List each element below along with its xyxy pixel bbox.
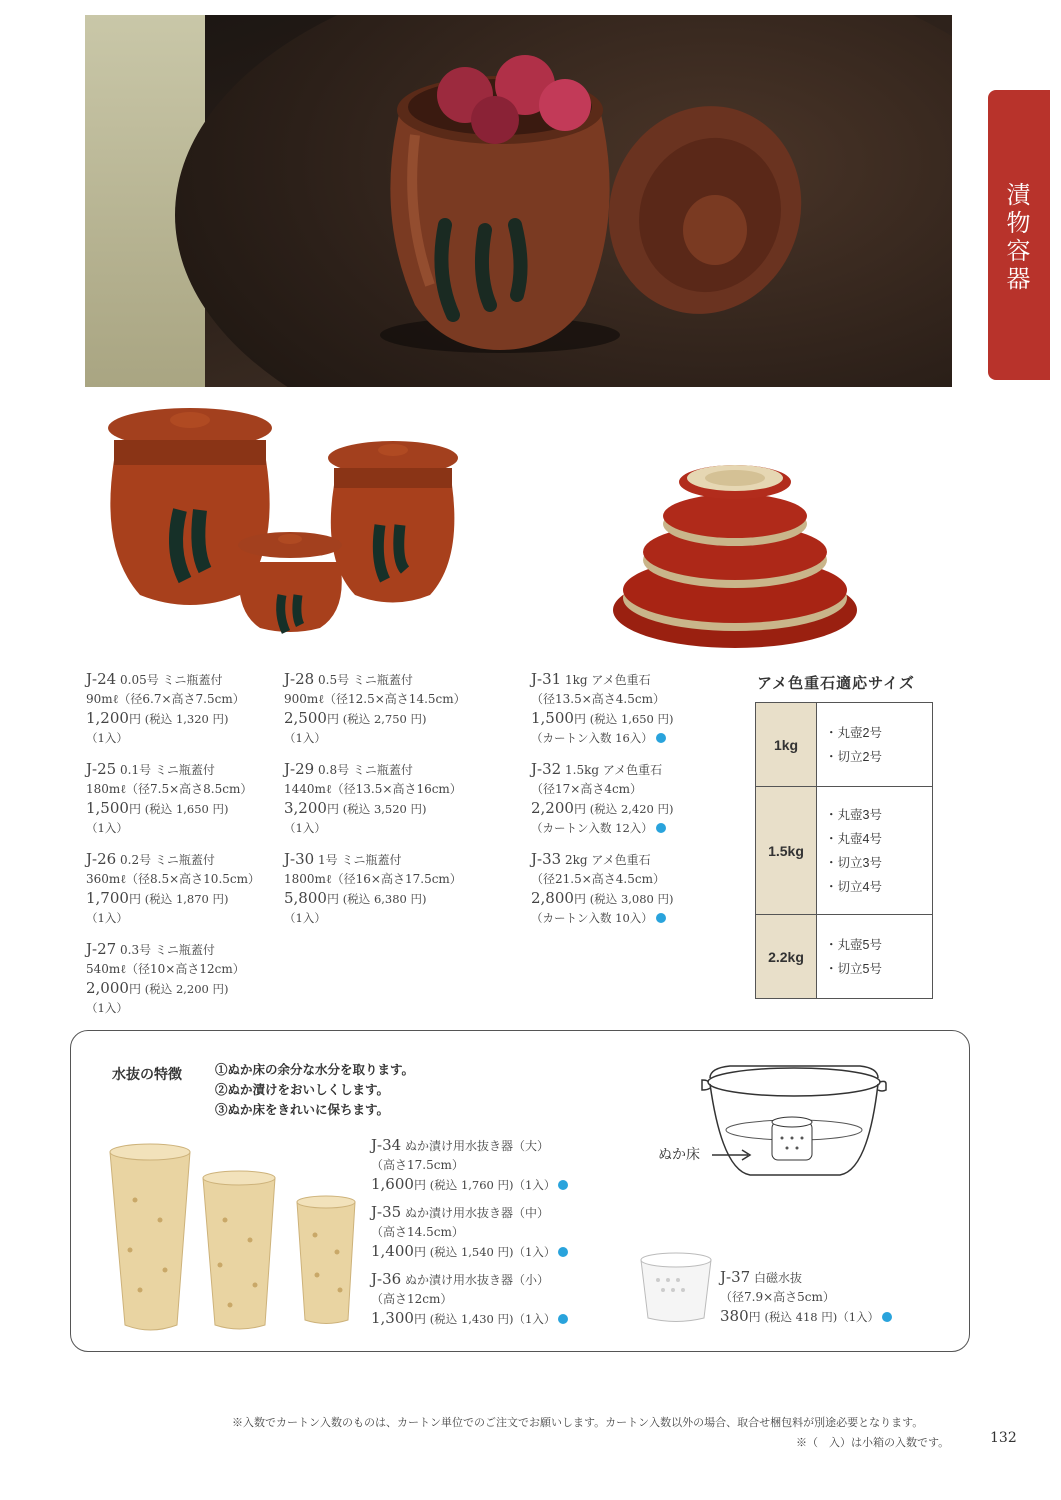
category-tab (988, 90, 1050, 380)
size-table (755, 702, 933, 999)
product-j31: J-31 1kg アメ色重石 （径13.5×高さ4.5cm） 1,500円 (税込 1,650 円) （カートン入数 16入） (531, 670, 674, 745)
product-j32: J-32 1.5kg アメ色重石 （径17×高さ4cm） 2,200円 (税込 2,420 円) （カートン入数 12入） (531, 760, 674, 835)
carton-dot-icon (558, 1247, 568, 1257)
footnote-carton: ※入数でカートン入数のものは、カートン単位でのご注文でお願いします。カートン入数以外の場合、取合せ梱包料が別途必要となります。 (232, 1417, 924, 1429)
carton-dot-icon (882, 1312, 892, 1322)
hero-photo (85, 15, 952, 387)
product-list-col2 (284, 670, 514, 928)
page-number: 132 (990, 1430, 1017, 1446)
product-j29: J-29 0.8号 ミニ瓶蓋付 1440mℓ（径13.5×高さ16cm） 3,200円 (税込 3,520 円) （1入） (284, 760, 462, 835)
white-drainer-photo (636, 1250, 716, 1325)
drainers-photo (105, 1140, 360, 1335)
product-list-col1 (86, 670, 276, 1018)
size-table-title: アメ色重石適応サイズ (757, 675, 915, 692)
table-row: 1kg ・丸壺2号 ・切立2号 (756, 703, 933, 787)
carton-dot-icon (558, 1180, 568, 1190)
carton-dot-icon (558, 1314, 568, 1324)
carton-dot-icon (656, 823, 666, 833)
nukadoko-diagram (650, 1060, 890, 1190)
product-j35: J-35 ぬか漬け用水抜き器（中） （高さ14.5cm） 1,400円 (税込 1,540 円)（1入） (371, 1203, 621, 1262)
table-row: 2.2kg ・丸壺5号 ・切立5号 (756, 915, 933, 999)
product-list-col3 (531, 670, 741, 928)
product-j30: J-30 1号 ミニ瓶蓋付 1800mℓ（径16×高さ17.5cm） 5,800円 (税込 6,380 円) （1入） (284, 850, 462, 925)
mini-jars-photo (100, 400, 470, 640)
carton-dot-icon (656, 913, 666, 923)
product-j25: J-25 0.1号 ミニ瓶蓋付 180mℓ（径7.5×高さ8.5cm） 1,500円 (税込 1,650 円) （1入） (86, 760, 253, 835)
product-j28: J-28 0.5号 ミニ瓶蓋付 900mℓ（径12.5×高さ14.5cm） 2,500円 (税込 2,750 円) （1入） (284, 670, 466, 745)
product-j37: J-37 白磁水抜 （径7.9×高さ5cm） 380円 (税込 418 円)（1入） (720, 1268, 960, 1327)
footnote-box-count: ※（ 入）は小箱の入数です。 (796, 1437, 950, 1449)
product-j27: J-27 0.3号 ミニ瓶蓋付 540mℓ（径10×高さ12cm） 2,000円 (税込 2,200 円) （1入） (86, 940, 245, 1015)
product-j36: J-36 ぬか漬け用水抜き器（小） （高さ12cm） 1,300円 (税込 1,430 円)（1入） (371, 1270, 621, 1329)
weight-stones-photo (608, 450, 863, 655)
category-tab-label: 漬物容器 (1002, 182, 1030, 294)
product-j33: J-33 2kg アメ色重石 （径21.5×高さ4.5cm） 2,800円 (税込 3,080 円) （カートン入数 10入） (531, 850, 674, 925)
features-title: 水抜の特徴 (112, 1066, 182, 1082)
drainer-products (371, 1136, 621, 1329)
carton-dot-icon (656, 733, 666, 743)
product-j26: J-26 0.2号 ミニ瓶蓋付 360mℓ（径8.5×高さ10.5cm） 1,700円 (税込 1,870 円) （1入） (86, 850, 260, 925)
features-list: ①ぬか床の余分な水分を取ります。 ②ぬか漬けをおいしくします。 ③ぬか床をきれいに保ちます。 (215, 1063, 415, 1117)
table-row: 1.5kg ・丸壺3号 ・丸壺4号 ・切立3号 ・切立4号 (756, 787, 933, 915)
product-j24: J-24 0.05号 ミニ瓶蓋付 90mℓ（径6.7×高さ7.5cm） 1,200円 (税込 1,320 円) （1入） (86, 670, 245, 745)
product-j34: J-34 ぬか漬け用水抜き器（大） （高さ17.5cm） 1,600円 (税込 1,760 円)（1入） (371, 1136, 621, 1195)
diagram-label: ぬか床 (658, 1146, 700, 1162)
